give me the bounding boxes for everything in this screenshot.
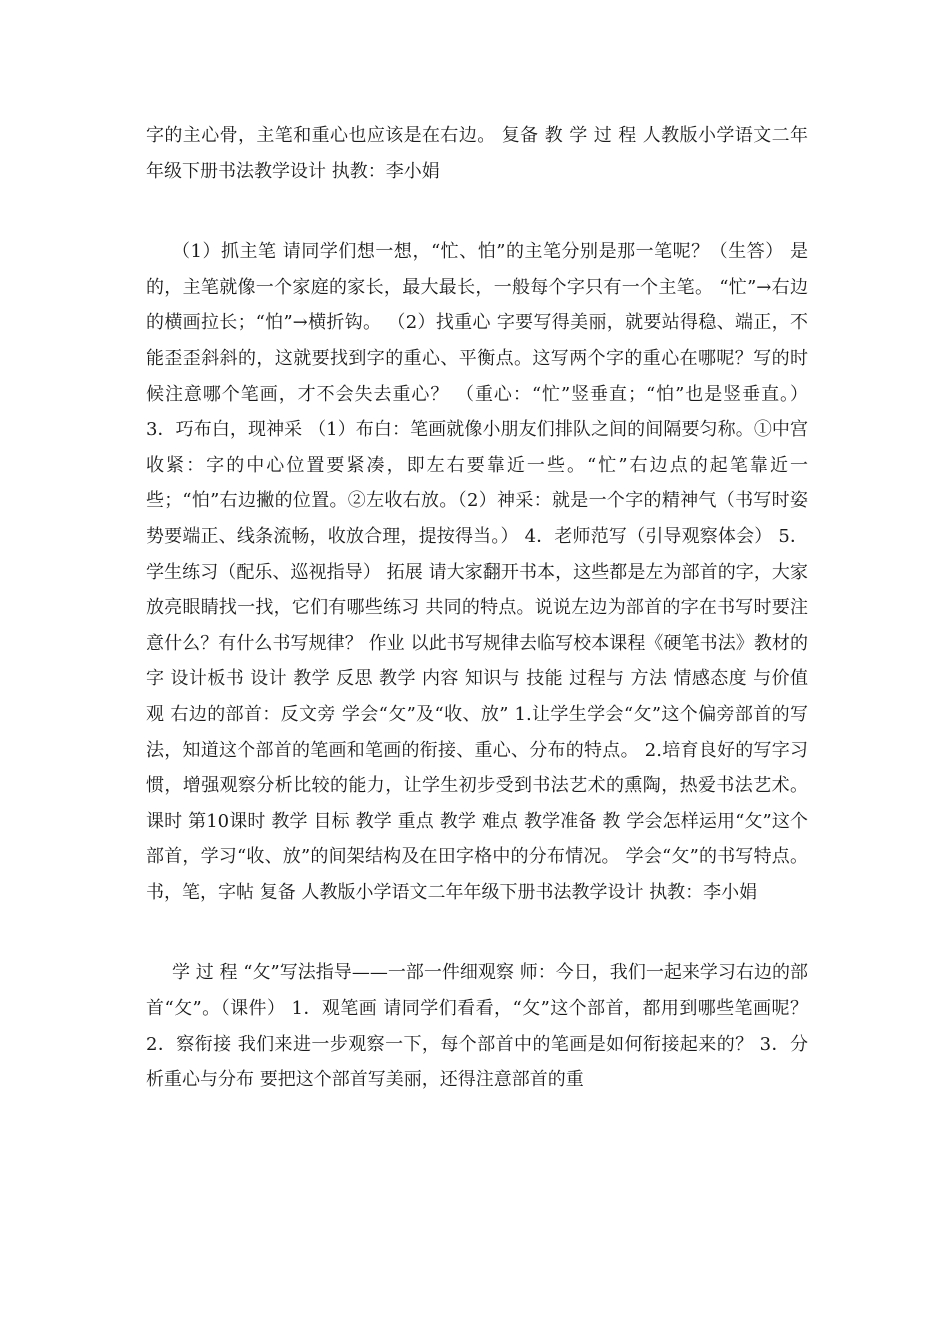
paragraph-gap bbox=[146, 910, 808, 955]
paragraph-3: 学 过 程 “攵”写法指导——一部一件细观察 师：今日，我们一起来学习右边的部首“攵”。（课件） 1．观笔画 请同学们看看，“攵”这个部首，都用到哪些笔画呢？ 2．察衔接 我们来进一步观察一下，每个部首中的笔画是如何衔接起来的？ 3．分析重心与分布 要把这个部首写美丽，还得注意部首的重 bbox=[146, 962, 808, 1091]
paragraph-1: 字的主心骨，主笔和重心也应该是在右边。 复备 教 学 过 程 人教版小学语文二年年级下册书法教学设计 执教：李小娟 bbox=[146, 125, 808, 182]
paragraph-2: （1）抓主笔 请同学们想一想，“忙、怕”的主笔分别是那一笔呢？（生答） 是的，主笔就像一个家庭的家长，最大最长，一般每个字只有一个主笔。 “忙”→右边的横画拉长；“怕”→横折钩。 （2）找重心 字要写得美丽，就要站得稳、端正，不能歪歪斜斜的，这就要找到字的重心、平衡点。这写两个字的重心在哪呢？写的时候注意哪个笔画，才不会失去重心？ （重心：“忙”竖垂直；“怕”也是竖垂直。） 3．巧布白，现神采 （1）布白：笔画就像小朋友们排队之间的间隔要匀称。①中宫收紧：字的中心位置要紧凑，即左右要靠近一些。“忙”右边点的起笔靠近一些；“怕”右边撇的位置。②左收右放。（2）神采：就是一个字的精神气（书写时姿势要端正、线条流畅，收放合理，提按得当。） 4．老师范写（引导观察体会） 5．学生练习（配乐、巡视指导） 拓展 请大家翻开书本，这些都是左为部首的字，大家放亮眼睛找一找，它们有哪些练习 共同的特点。说说左边为部首的字在书写时要注意什么？有什么书写规律？ 作业 以此书写规律去临写校本课程《硬笔书法》教材的字 设计板书 设计 教学 反思 教学 内容 知识与 技能 过程与 方法 情感态度 与价值观 右边的部首：反文旁 学会“攵”及“收、放” 1.让学生学会“攵”这个偏旁部首的写法，知道这个部首的笔画和笔画的衔接、重心、分布的特点。 2.培育良好的写字习惯，增强观察分析比较的能力，让学生初步受到书法艺术的熏陶，热爱书法艺术。 课时 第10课时 教学 目标 教学 重点 教学 难点 教学准备 教 学会怎样运用“攵”这个部首，学习“收、放”的间架结构及在田字格中的分布情况。 学会“攵”的书写特点。 书，笔，字帖 复备 人教版小学语文二年年级下册书法教学设计 执教：李小娟 bbox=[146, 241, 808, 903]
paragraph-gap bbox=[146, 189, 808, 234]
document-page bbox=[146, 118, 808, 1098]
